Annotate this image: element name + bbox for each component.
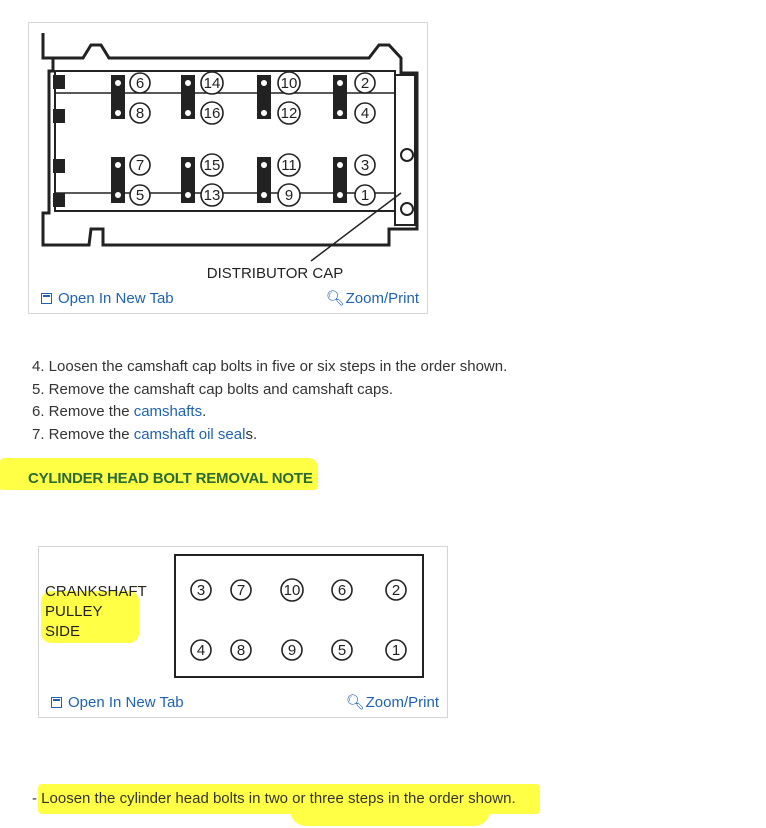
zoom-print-link[interactable] bbox=[326, 290, 419, 307]
bolt-label: 12 bbox=[280, 105, 298, 122]
bolt-label: 15 bbox=[203, 157, 221, 174]
bolt-label: 9 bbox=[284, 187, 294, 204]
bolt-label: 13 bbox=[203, 187, 221, 204]
final-text: Loosen the cylinder head bolts in two or three steps in the order shown bbox=[37, 790, 512, 807]
cylinder-head-diagram-figure bbox=[38, 546, 448, 718]
bolt-label: 5 bbox=[337, 642, 347, 659]
bolt-label: 9 bbox=[287, 642, 297, 659]
bolt-label: 7 bbox=[236, 582, 246, 599]
final-instruction bbox=[32, 790, 516, 807]
camshaft-cap-diagram bbox=[29, 23, 427, 281]
bolt-label: 2 bbox=[360, 75, 370, 92]
camshaft-oil-seal-link[interactable]: camshaft oil seal bbox=[133, 425, 246, 443]
step-item: 6. Remove the camshafts. bbox=[32, 403, 207, 420]
side-label: SIDE bbox=[45, 623, 81, 640]
camshaft-diagram-figure bbox=[28, 22, 428, 314]
figure-toolbar bbox=[29, 283, 427, 313]
bolt-label: 7 bbox=[135, 157, 145, 174]
zoom-print-label: Zoom/Print bbox=[345, 289, 419, 307]
diagram-caption: DISTRIBUTOR CAP bbox=[206, 265, 344, 281]
steps-list bbox=[32, 356, 507, 446]
bolt-label: 16 bbox=[203, 105, 221, 122]
open-new-tab-icon bbox=[41, 293, 52, 304]
bolt-label: 3 bbox=[196, 582, 206, 599]
bolt-label: 6 bbox=[135, 75, 145, 92]
bolt-label: 10 bbox=[280, 75, 298, 92]
bolt-label: 1 bbox=[360, 187, 370, 204]
bolt-label: 1 bbox=[391, 642, 401, 659]
bolt-label: 4 bbox=[196, 642, 206, 659]
bolt-label: 5 bbox=[135, 187, 145, 204]
step-item: 5. Remove the camshaft cap bolts and camshaft caps. bbox=[32, 380, 394, 398]
bolt-label: 4 bbox=[360, 105, 370, 122]
open-new-tab-label: Open In New Tab bbox=[58, 289, 174, 307]
magnifier-plus-icon: 🔍︎ bbox=[325, 289, 345, 307]
final-dash: - bbox=[32, 790, 37, 807]
zoom-print-label: Zoom/Print bbox=[365, 693, 439, 711]
open-new-tab-link[interactable] bbox=[41, 290, 174, 307]
magnifier-plus-icon: 🔍︎ bbox=[345, 693, 365, 711]
bolt-label: 14 bbox=[203, 75, 221, 92]
pulley-label: PULLEY bbox=[45, 603, 103, 620]
final-line-highlight-tail bbox=[290, 810, 490, 826]
cylinder-head-bolt-diagram bbox=[39, 547, 447, 685]
bolt-label: 3 bbox=[360, 157, 370, 174]
bolt-label: 10 bbox=[283, 582, 301, 599]
zoom-print-link[interactable] bbox=[346, 694, 439, 711]
open-new-tab-label: Open In New Tab bbox=[68, 693, 184, 711]
bolt-label: 2 bbox=[391, 582, 401, 599]
crankshaft-label: CRANKSHAFT bbox=[45, 583, 147, 600]
open-new-tab-icon bbox=[51, 697, 62, 708]
final-period: . bbox=[511, 790, 516, 807]
bolt-label: 11 bbox=[281, 157, 297, 174]
bolt-label: 8 bbox=[135, 105, 145, 122]
step-item: 4. Loosen the camshaft cap bolts in five or six steps in the order shown. bbox=[32, 358, 508, 375]
note-heading: CYLINDER HEAD BOLT REMOVAL NOTE bbox=[28, 470, 313, 487]
camshafts-link[interactable]: camshafts bbox=[133, 403, 203, 420]
open-new-tab-link[interactable] bbox=[51, 694, 184, 711]
bolt-label: 6 bbox=[337, 582, 347, 599]
bolt-label: 8 bbox=[236, 642, 246, 659]
figure-toolbar bbox=[39, 687, 447, 717]
step-item: 7. Remove the camshaft oil seals. bbox=[32, 425, 258, 443]
